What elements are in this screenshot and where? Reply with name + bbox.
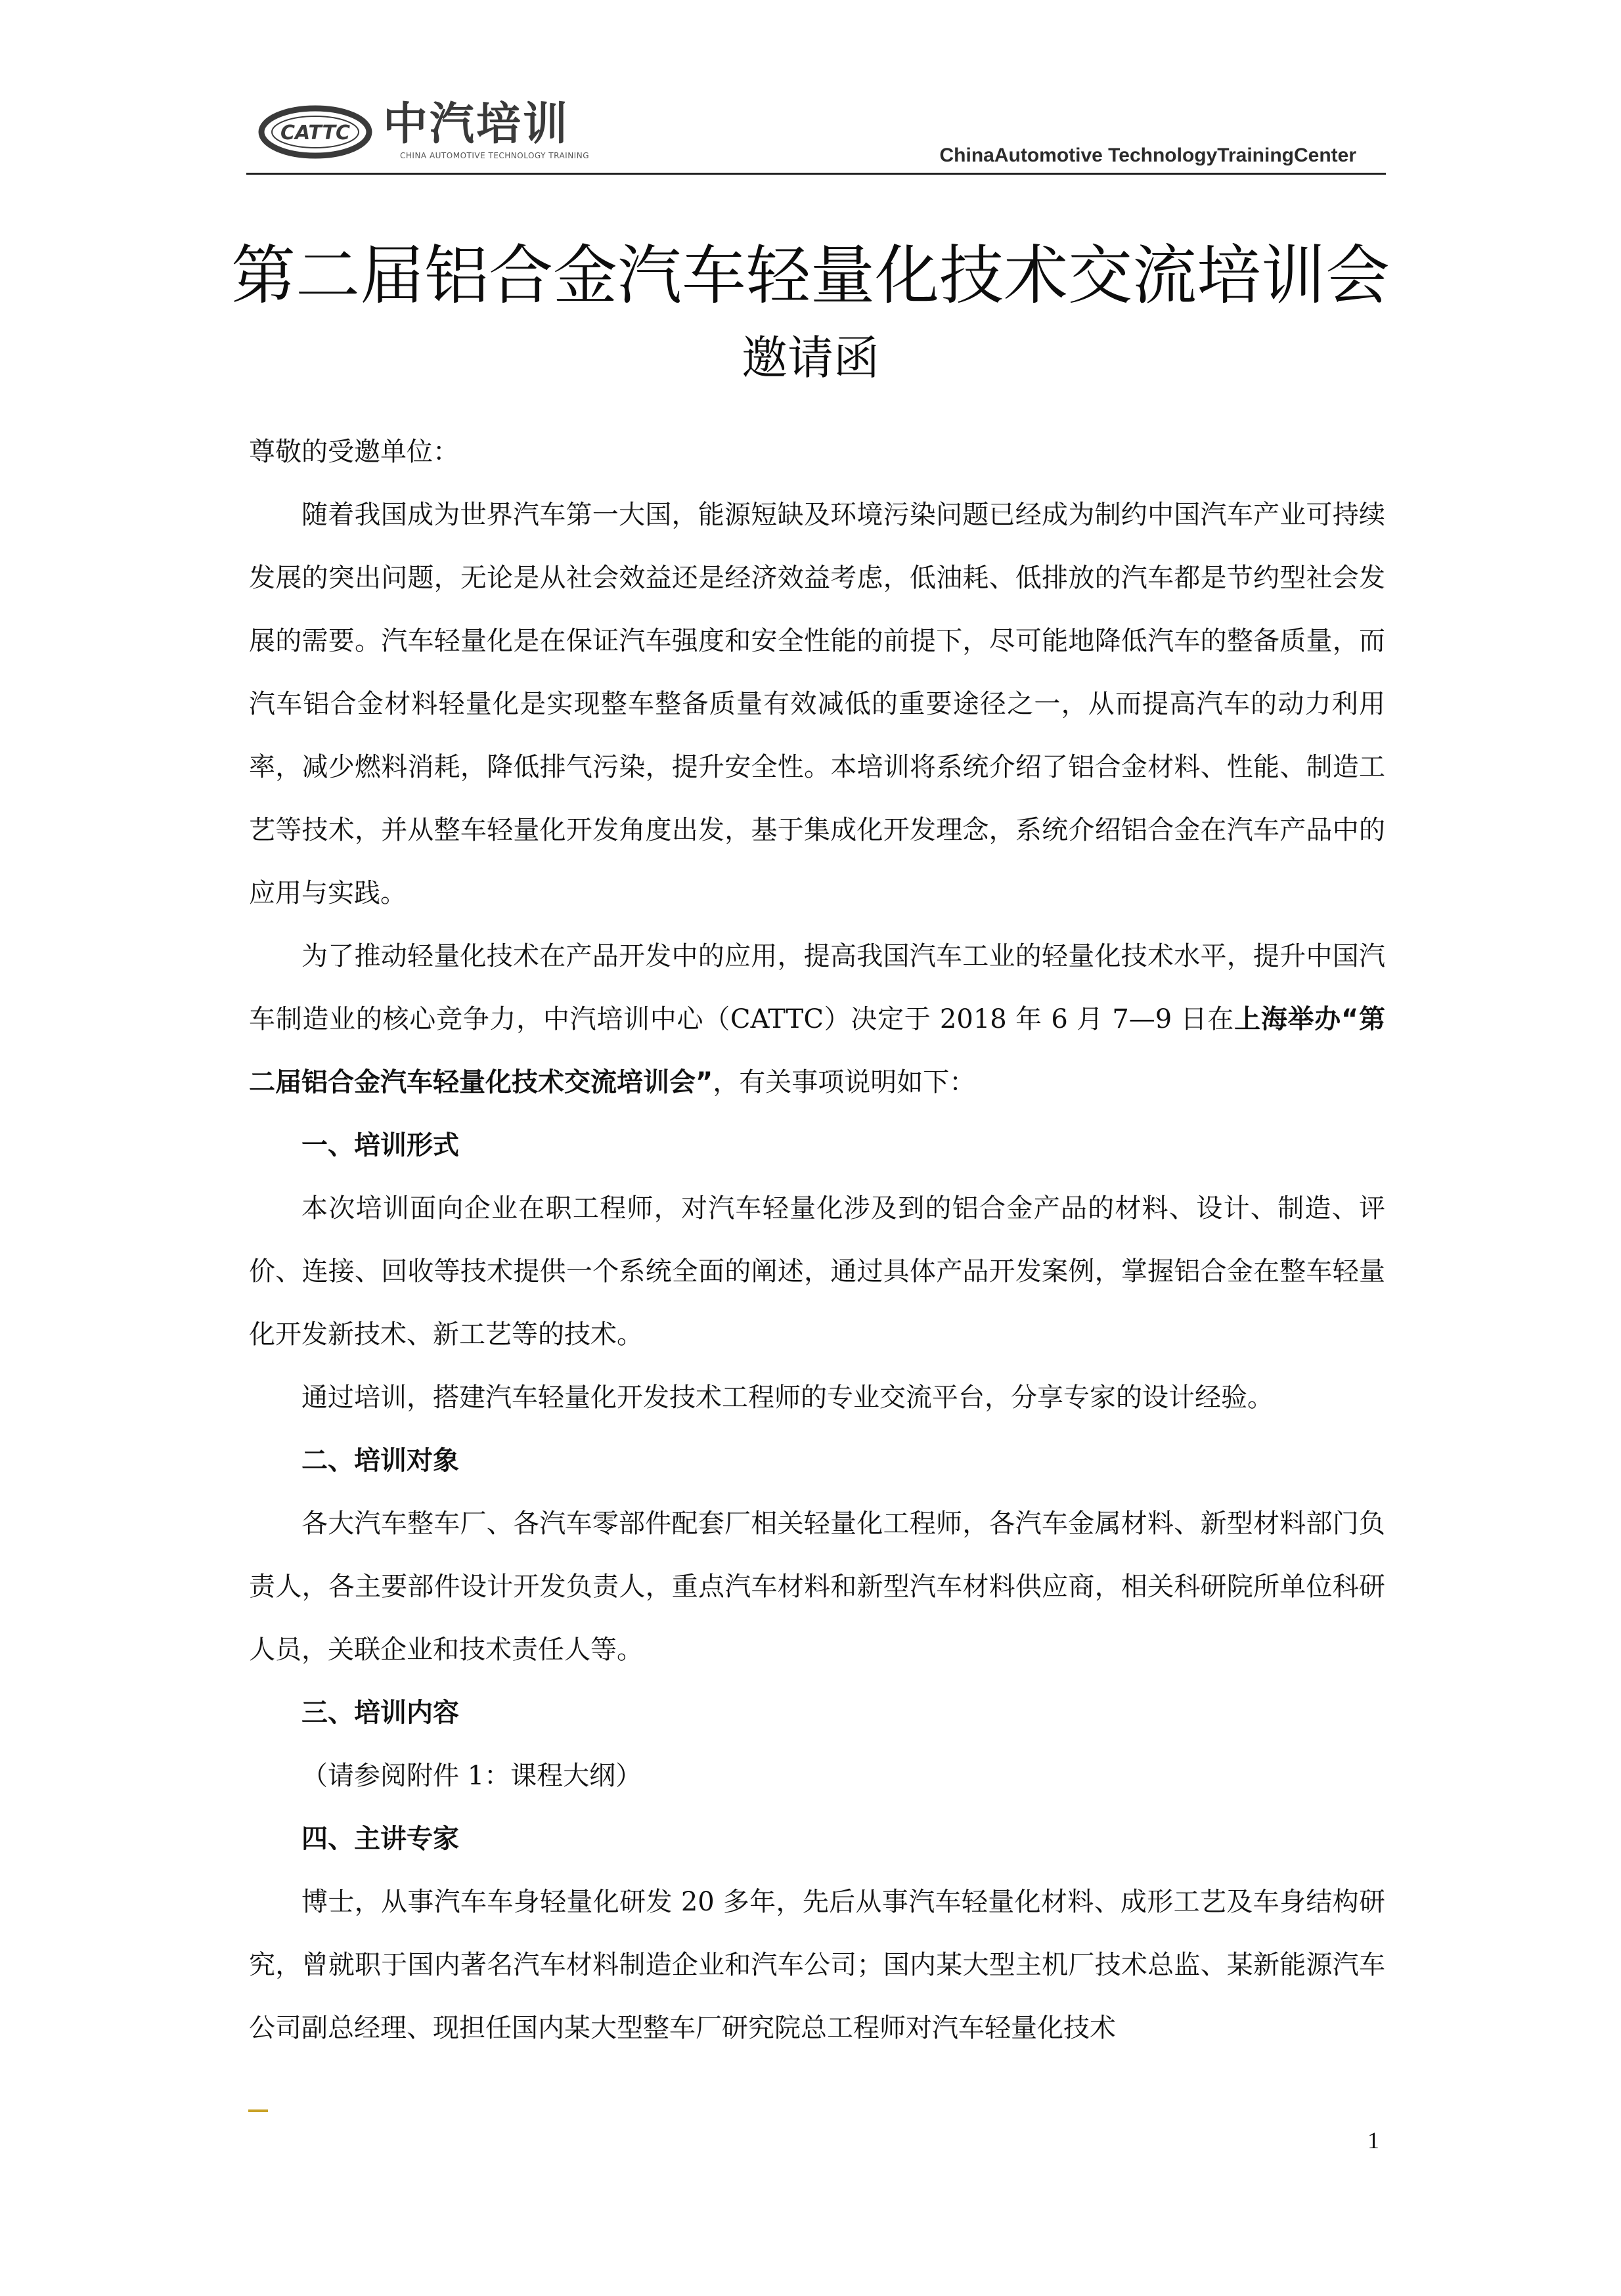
salutation: 尊敬的受邀单位：: [249, 437, 459, 467]
letter-body: [249, 420, 1385, 2060]
header-divider: [246, 173, 1386, 175]
logo-tagline: CHINA AUTOMOTIVE TECHNOLOGY TRAINING: [400, 151, 589, 160]
document-title: 第二届铝合金汽车轻量化技术交流培训会: [231, 238, 1390, 313]
section-heading-audience: 二、培训对象: [301, 1446, 459, 1476]
footer-accent-mark: [248, 2109, 268, 2112]
section-heading-content: 三、培训内容: [301, 1698, 459, 1728]
section-audience-paragraph: 各大汽车整车厂、各汽车零部件配套厂相关轻量化工程师，各汽车金属材料、新型材料部门负责人，各主要部件设计开发负责人，重点汽车材料和新型汽车材料供应商，相关科研院所单位科研人员，关联企业和技术责任人等。: [249, 1509, 1385, 1665]
logo-name: 中汽培训: [383, 99, 570, 150]
section-heading-expert: 四、主讲专家: [301, 1824, 459, 1854]
section-expert-paragraph: 博士，从事汽车车身轻量化研发 20 多年，先后从事汽车轻量化材料、成形工艺及车身结构研究，曾就职于国内著名汽车材料制造企业和汽车公司；国内某大型主机厂技术总监、某新能源汽车公司副总经理、现担任国内某大型整车厂研究院总工程师对汽车轻量化技术: [249, 1887, 1385, 2043]
section-format-paragraph-1: 本次培训面向企业在职工程师，对汽车轻量化涉及到的铝合金产品的材料、设计、制造、评价、连接、回收等技术提供一个系统全面的阐述，通过具体产品开发案例，掌握铝合金在整车轻量化开发新技术、新工艺等的技术。: [249, 1193, 1385, 1350]
intro-p2-lead: 为了推动轻量化技术在产品开发中的应用，提高我国汽车工业的轻量化技术水平，提升中国汽车制造业的核心竞争力，中汽培训中心（CATTC）决定于 2018 年 6 月 7—9 日在: [249, 941, 1385, 1034]
logo-mark-text: CATTC: [280, 121, 350, 144]
section-format-paragraph-2: 通过培训，搭建汽车轻量化开发技术工程师的专业交流平台，分享专家的设计经验。: [301, 1382, 1274, 1413]
page-header: [246, 99, 1386, 176]
intro-paragraph-2: [249, 925, 1385, 1114]
document-subtitle: 邀请函: [742, 331, 879, 385]
intro-paragraph-1: 随着我国成为世界汽车第一大国，能源短缺及环境污染问题已经成为制约中国汽车产业可持续发展的突出问题，无论是从社会效益还是经济效益考虑，低油耗、低排放的汽车都是节约型社会发展的需要。汽车轻量化是在保证汽车强度和安全性能的前提下，尽可能地降低汽车的整备质量，而汽车铝合金材料轻量化是实现整车整备质量有效减低的重要途径之一，从而提高汽车的动力利用率，减少燃料消耗，降低排气污染，提升安全性。本培训将系统介绍了铝合金材料、性能、制造工艺等技术，并从整车轻量化开发角度出发，基于集成化开发理念，系统介绍铝合金在汽车产品中的应用与实践。: [249, 500, 1385, 908]
org-name-en: ChinaAutomotive TechnologyTrainingCenter: [939, 144, 1356, 166]
section-heading-format: 一、培训形式: [301, 1130, 459, 1160]
intro-p2-tail: ，有关事项说明如下：: [713, 1067, 976, 1097]
cattc-logo-icon: [258, 105, 373, 159]
intro-p2-event: 上海举办“第二届铝合金汽车轻量化技术交流培训会”: [249, 1004, 1385, 1097]
cattc-logo: [258, 99, 600, 164]
section-content-paragraph: （请参阅附件 1：课程大纲）: [301, 1761, 642, 1791]
page-number: 1: [1367, 2127, 1379, 2153]
